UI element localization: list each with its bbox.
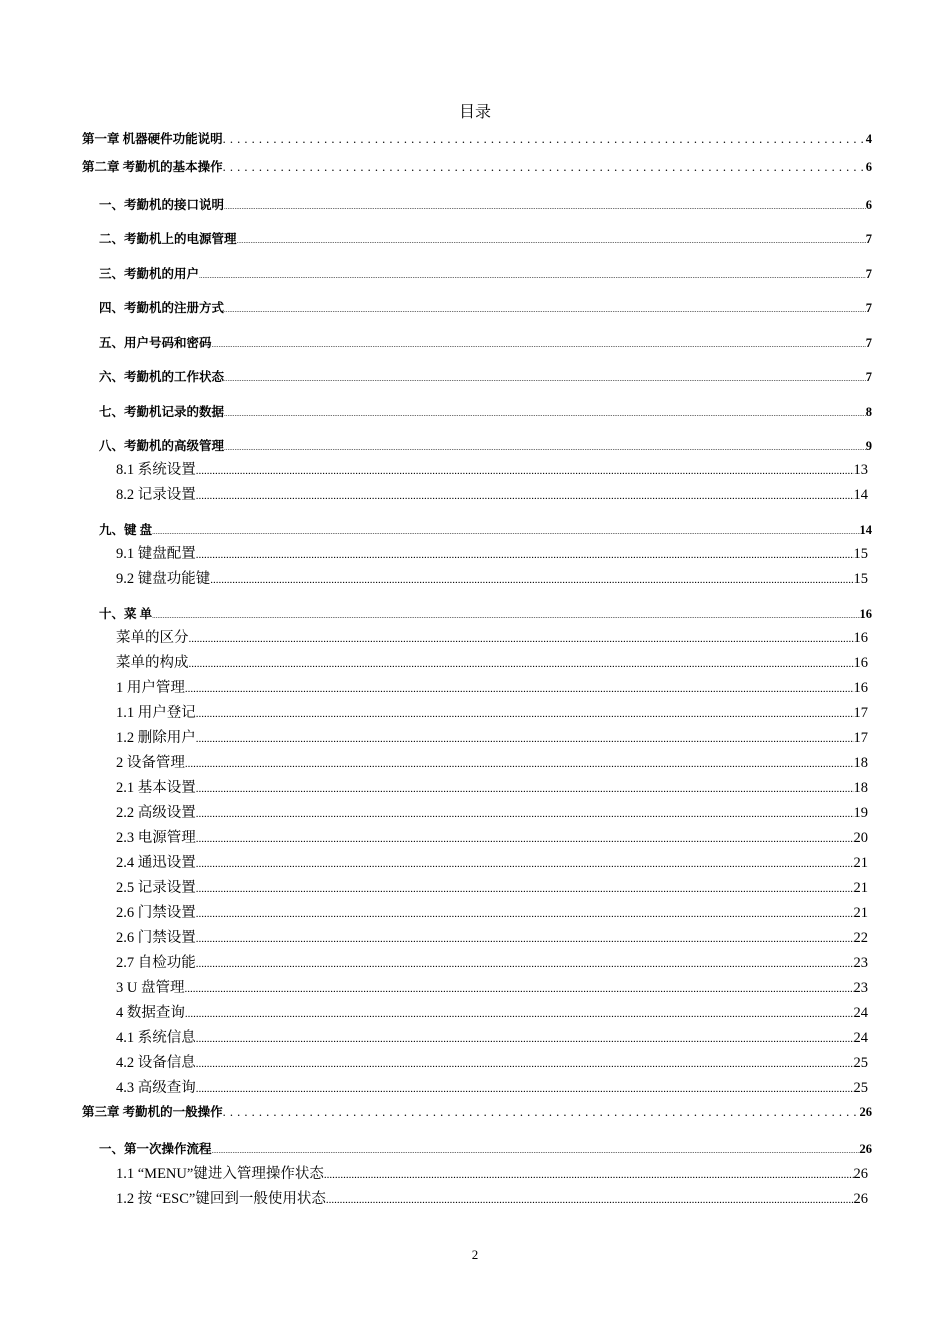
toc-entry-page: 23: [853, 980, 868, 996]
toc-entry[interactable]: [116, 978, 868, 999]
toc-entry-page: 18: [853, 755, 868, 771]
toc-entry-page: 26: [859, 1142, 872, 1156]
toc-entry[interactable]: [116, 653, 868, 674]
toc-entry[interactable]: [99, 266, 872, 284]
toc-entry-page: 16: [853, 680, 868, 696]
dot-leader: [152, 522, 859, 540]
dot-leader: [196, 1053, 854, 1074]
toc-entry[interactable]: [82, 131, 872, 147]
toc-entry-page: 21: [853, 880, 868, 896]
dot-leader: [196, 485, 854, 506]
toc-entry-page: 16: [853, 655, 868, 671]
dot-leader: [224, 197, 866, 215]
dot-leader: [185, 1003, 854, 1024]
toc-entry-label: 2.2 高级设置: [116, 805, 196, 821]
toc-entry[interactable]: [116, 828, 868, 849]
dot-leader: [223, 1104, 860, 1120]
toc-entry-page: 8: [865, 405, 872, 419]
toc-entry[interactable]: [116, 703, 868, 724]
toc-entry-page: 14: [859, 523, 872, 537]
dot-leader: [224, 438, 866, 456]
toc-entry-label: 一、考勤机的接口说明: [99, 198, 225, 212]
toc-entry[interactable]: [116, 569, 868, 590]
toc-entry[interactable]: [116, 753, 868, 774]
toc-entry[interactable]: [116, 903, 868, 924]
toc-entry-page: 7: [865, 267, 872, 281]
dot-leader: [196, 828, 854, 849]
page-title: 目录: [458, 104, 491, 121]
toc-entry[interactable]: [116, 544, 868, 565]
toc-entry-page: 24: [853, 1005, 868, 1021]
toc-entry-page: 24: [853, 1030, 868, 1046]
dot-leader: [196, 853, 854, 874]
toc-entry[interactable]: [99, 197, 872, 215]
toc-entry[interactable]: [99, 335, 872, 353]
toc-entry[interactable]: [116, 1028, 868, 1049]
dot-leader: [224, 369, 866, 387]
toc-entry-label: 菜单的构成: [116, 655, 189, 671]
toc-entry-label: 3 U 盘管理: [116, 980, 185, 996]
toc-entry-page: 26: [853, 1191, 868, 1207]
dot-leader: [210, 569, 853, 590]
toc-entry-page: 26: [859, 1105, 872, 1119]
toc-entry[interactable]: [116, 953, 868, 974]
toc-entry-label: 2.7 自检功能: [116, 955, 196, 971]
dot-leader: [196, 953, 854, 974]
toc-entry[interactable]: [116, 778, 868, 799]
toc-entry-page: 6: [865, 198, 872, 212]
dot-leader: [196, 1028, 854, 1049]
toc-entry-page: 18: [853, 780, 868, 796]
toc-entry-label: 第二章 考勤机的基本操作: [82, 160, 223, 174]
toc-entry-page: 25: [853, 1055, 868, 1071]
dot-leader: [185, 678, 854, 699]
toc-entry[interactable]: [82, 159, 872, 175]
toc-entry[interactable]: [116, 928, 868, 949]
toc-entry-page: 7: [865, 336, 872, 350]
dot-leader: [196, 803, 854, 824]
toc-entry-page: 7: [865, 301, 872, 315]
dot-leader: [212, 335, 866, 353]
dot-leader: [196, 460, 854, 481]
toc-entry-label: 4 数据查询: [116, 1005, 185, 1021]
dot-leader: [196, 878, 854, 899]
dot-leader: [196, 928, 854, 949]
toc-entry[interactable]: [116, 803, 868, 824]
dot-leader: [224, 300, 866, 318]
toc-entry-label: 9.2 键盘功能键: [116, 571, 211, 587]
toc-entry-page: 17: [853, 705, 868, 721]
toc-entry-label: 4.3 高级查询: [116, 1080, 196, 1096]
toc-entry-label: 一、第一次操作流程: [99, 1142, 212, 1156]
toc-entry-label: 四、考勤机的注册方式: [99, 301, 225, 315]
toc-entry-page: 20: [853, 830, 868, 846]
toc-entry-label: 1.2 删除用户: [116, 730, 196, 746]
toc-entry[interactable]: [116, 878, 868, 899]
toc-entry-label: 七、考勤机记录的数据: [99, 405, 225, 419]
toc-entry-label: 1.1 “MENU”键进入管理操作状态: [116, 1166, 324, 1182]
toc-entry-page: 22: [853, 930, 868, 946]
dot-leader: [212, 1141, 860, 1159]
toc-entry-page: 15: [853, 571, 868, 587]
toc-entry-label: 8.1 系统设置: [116, 462, 196, 478]
toc-entry-label: 六、考勤机的工作状态: [99, 370, 225, 384]
toc-entry-page: 15: [853, 546, 868, 562]
dot-leader: [196, 903, 854, 924]
toc-entry-page: 26: [853, 1166, 868, 1182]
toc-entry-page: 19: [853, 805, 868, 821]
toc-entry-label: 2.6 门禁设置: [116, 905, 196, 921]
toc-entry-label: 1 用户管理: [116, 680, 185, 696]
toc-entry[interactable]: [99, 1141, 872, 1159]
toc-entry-page: 16: [853, 630, 868, 646]
toc-entry[interactable]: [99, 438, 872, 456]
dot-leader: [196, 1078, 854, 1099]
toc-entry-label: 9.1 键盘配置: [116, 546, 196, 562]
toc-entry-page: 21: [853, 855, 868, 871]
toc-entry-label: 第一章 机器硬件功能说明: [82, 132, 223, 146]
toc-entry-page: 17: [853, 730, 868, 746]
toc-entry[interactable]: [116, 678, 868, 699]
toc-entry[interactable]: [116, 1053, 868, 1074]
toc-entry[interactable]: [82, 1104, 872, 1120]
toc-entry-label: 第三章 考勤机的一般操作: [82, 1105, 223, 1119]
dot-leader: [196, 728, 854, 749]
toc-entry-label: 2.3 电源管理: [116, 830, 196, 846]
dot-leader: [199, 266, 866, 284]
dot-leader: [185, 753, 854, 774]
toc-entry-page: 25: [853, 1080, 868, 1096]
dot-leader: [237, 231, 866, 249]
toc-entry-label: 8.2 记录设置: [116, 487, 196, 503]
toc-entry[interactable]: [99, 606, 872, 624]
toc-entry[interactable]: [99, 231, 872, 249]
toc-entry-page: 14: [853, 487, 868, 503]
toc-entry[interactable]: [116, 853, 868, 874]
toc-entry[interactable]: [99, 404, 872, 422]
toc-entry[interactable]: [116, 1003, 868, 1024]
toc-entry-label: 1.1 用户登记: [116, 705, 196, 721]
toc-entry-label: 2.5 记录设置: [116, 880, 196, 896]
toc-entry[interactable]: [116, 1189, 868, 1210]
toc-entry[interactable]: [116, 460, 868, 481]
toc-entry[interactable]: [116, 1164, 868, 1185]
toc-entry-page: 13: [853, 462, 868, 478]
toc-entry-label: 三、考勤机的用户: [99, 267, 200, 281]
dot-leader: [189, 628, 854, 649]
toc-entry[interactable]: [99, 300, 872, 318]
toc-entry[interactable]: [116, 1078, 868, 1099]
toc-entry-label: 五、用户号码和密码: [99, 336, 212, 350]
dot-leader: [184, 978, 853, 999]
dot-leader: [223, 131, 866, 147]
dot-leader: [223, 159, 866, 175]
dot-leader: [152, 606, 859, 624]
dot-leader: [196, 544, 854, 565]
toc-entry-label: 2.1 基本设置: [116, 780, 196, 796]
toc-entry[interactable]: [116, 628, 868, 649]
toc-entry-page: 16: [859, 607, 872, 621]
toc-entry-label: 4.2 设备信息: [116, 1055, 196, 1071]
toc-entry-label: 1.2 按 “ESC”键回到一般使用状态: [116, 1191, 326, 1207]
dot-leader: [196, 778, 854, 799]
toc-entry[interactable]: [99, 369, 872, 387]
page-number: 2: [471, 1247, 479, 1262]
toc-entry-label: 2.4 通迅设置: [116, 855, 196, 871]
toc-entry-page: 21: [853, 905, 868, 921]
toc-entry-page: 6: [865, 160, 872, 174]
toc-entry[interactable]: [116, 485, 868, 506]
toc-entry-label: 2 设备管理: [116, 755, 185, 771]
dot-leader: [324, 1164, 854, 1185]
toc-entry-label: 十、菜 单: [99, 607, 153, 621]
dot-leader: [224, 404, 866, 422]
dot-leader: [196, 703, 854, 724]
toc-entry-label: 二、考勤机上的电源管理: [99, 232, 237, 246]
toc-entry-page: 23: [853, 955, 868, 971]
toc-entry[interactable]: [99, 522, 872, 540]
toc-entry-page: 4: [865, 132, 872, 146]
toc-entry-page: 7: [865, 232, 872, 246]
toc-entry-label: 九、键 盘: [99, 523, 153, 537]
toc-entry[interactable]: [116, 728, 868, 749]
toc-entry-label: 2.6 门禁设置: [116, 930, 196, 946]
toc-entry-label: 4.1 系统信息: [116, 1030, 196, 1046]
toc-entry-label: 菜单的区分: [116, 630, 189, 646]
toc-entry-label: 八、考勤机的高级管理: [99, 439, 225, 453]
toc-entry-page: 7: [865, 370, 872, 384]
dot-leader: [326, 1189, 854, 1210]
toc-entry-page: 9: [865, 439, 872, 453]
dot-leader: [189, 653, 854, 674]
